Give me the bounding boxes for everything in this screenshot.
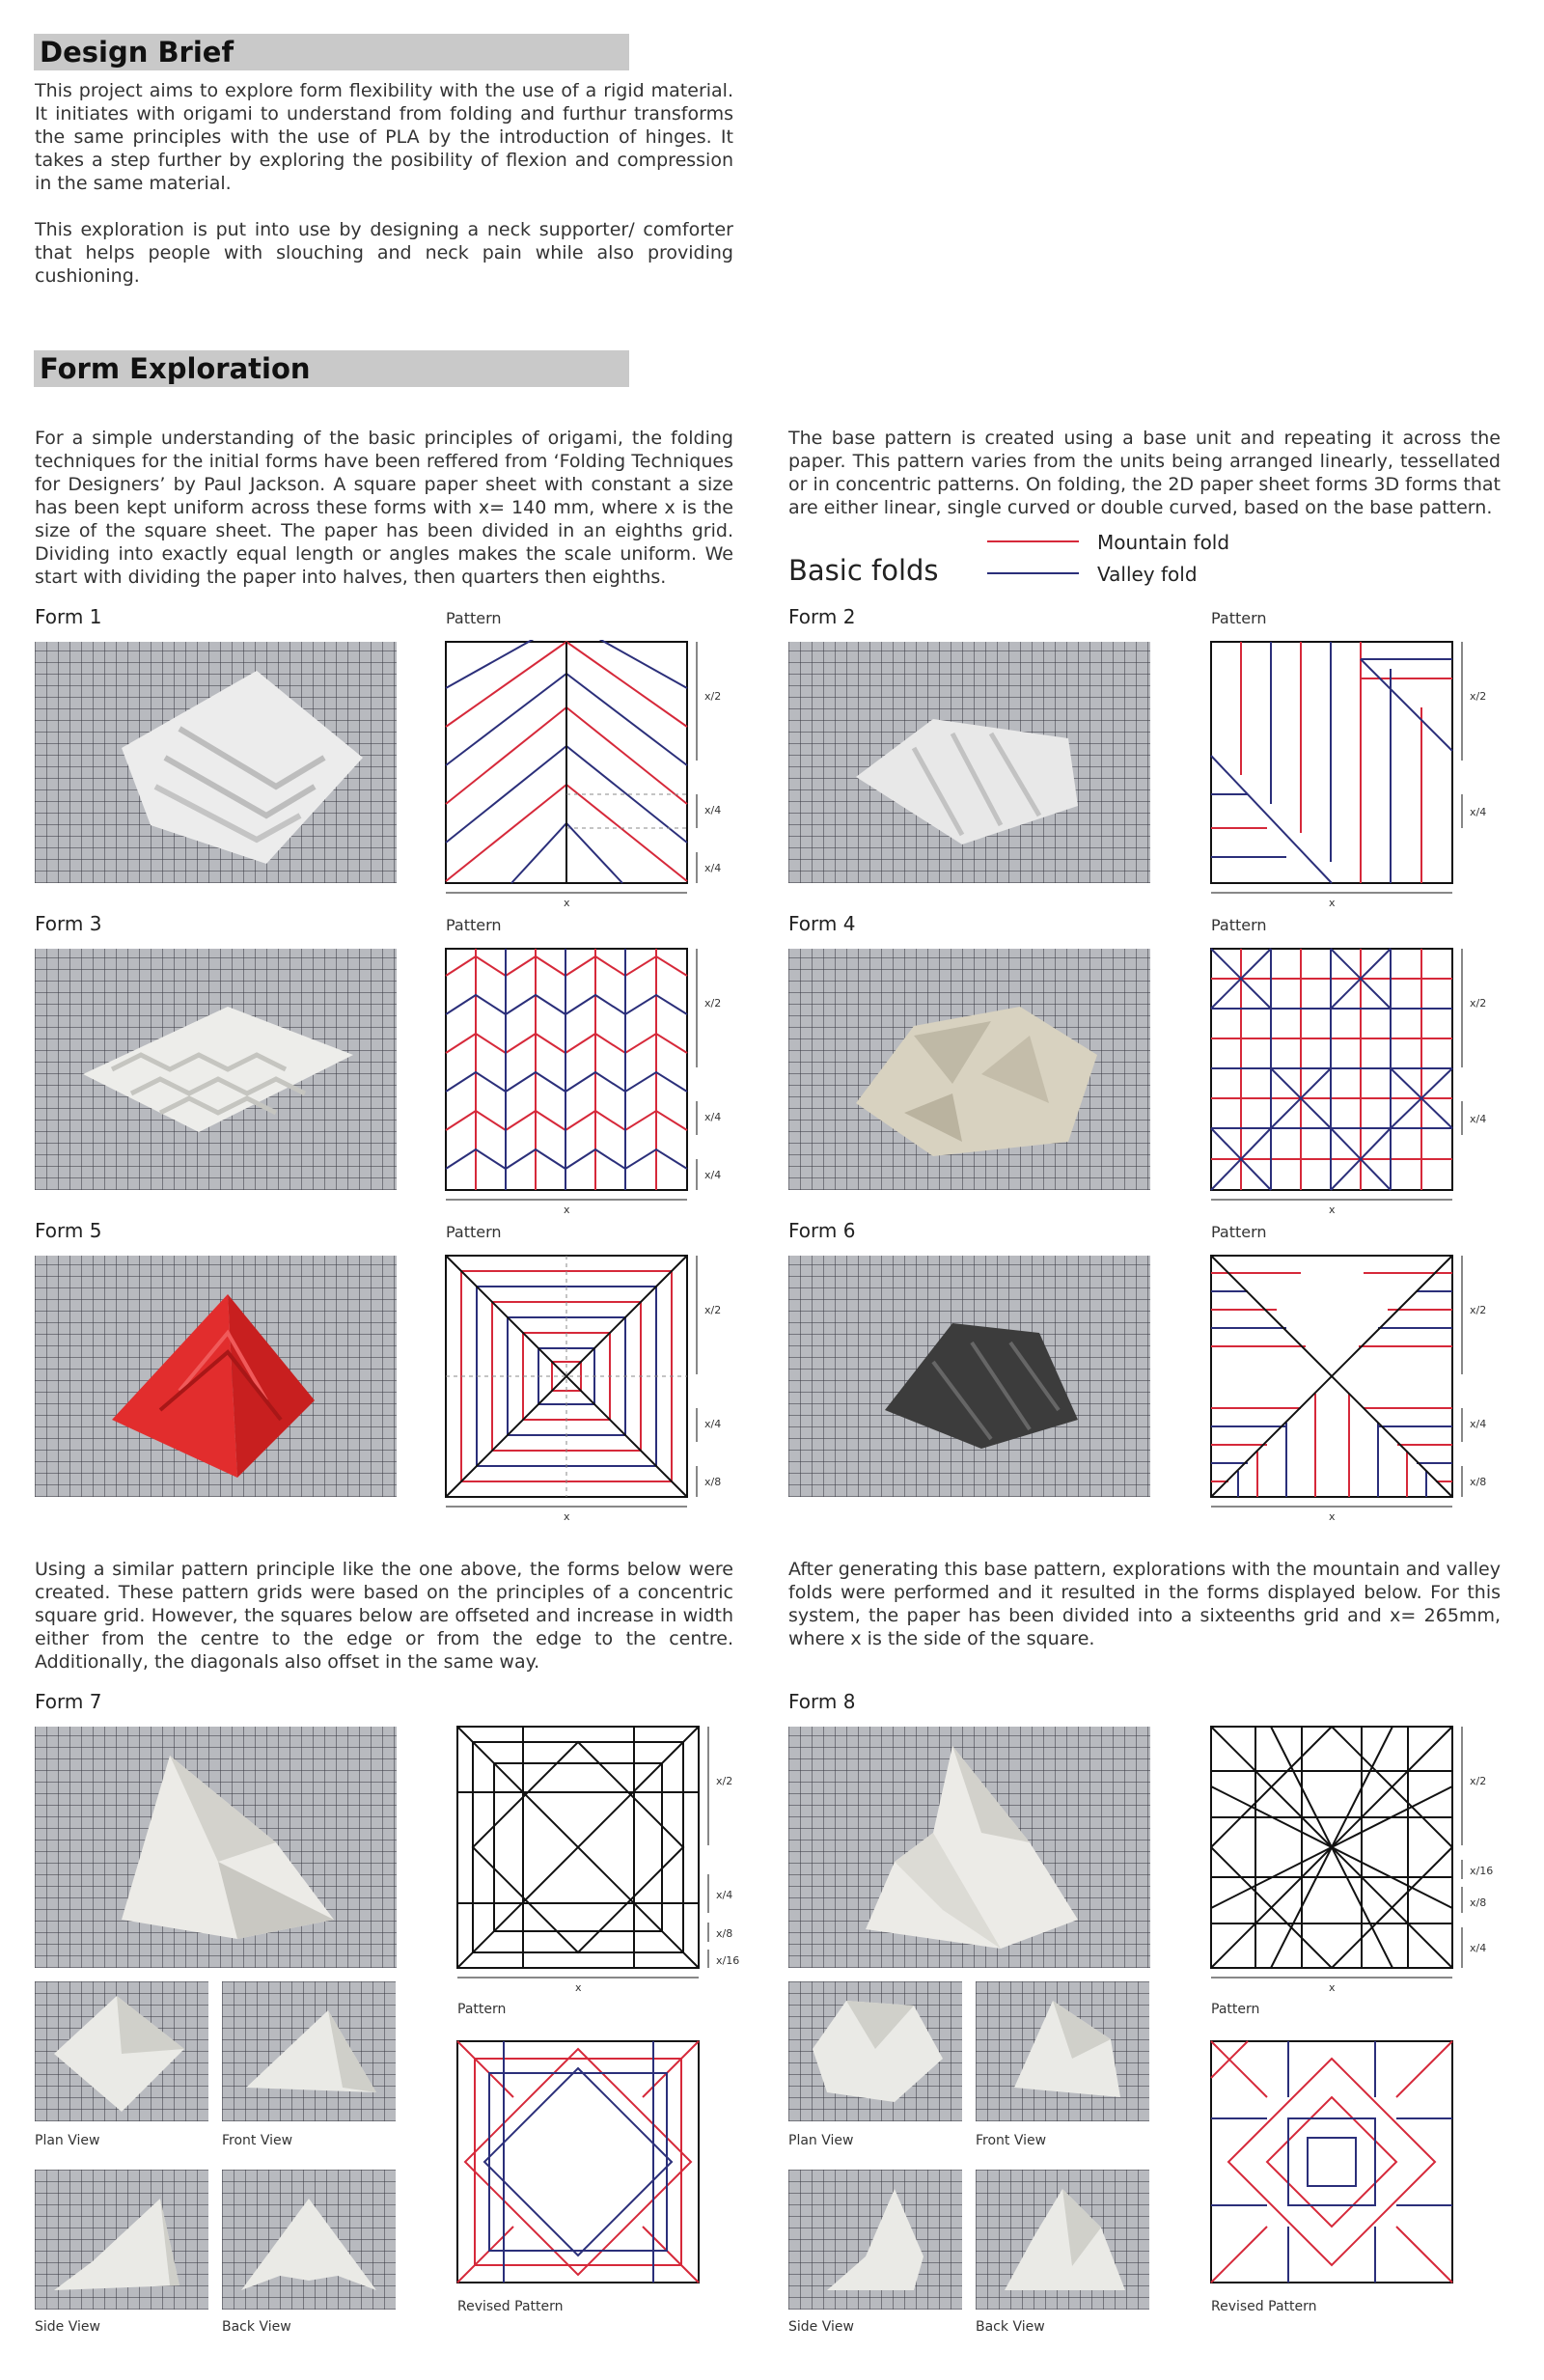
valley-fold-legend-line (987, 572, 1079, 574)
form-2-dim-half: x/2 (1470, 690, 1487, 703)
form-4-pattern-label: Pattern (1211, 916, 1267, 934)
form-8-back-view-label: Back View (976, 2319, 1045, 2335)
form-3-dim-quarter-2: x/4 (704, 1169, 722, 1181)
form-2-label: Form 2 (788, 605, 856, 628)
design-brief-title: Design Brief (40, 36, 234, 69)
basic-folds-heading: Basic folds (788, 554, 939, 587)
form-5-pattern-label: Pattern (446, 1223, 502, 1241)
form-8-dim-quarter: x/4 (1470, 1942, 1487, 1954)
form-3-pattern-label: Pattern (446, 916, 502, 934)
form-8-revised-pattern (1209, 2039, 1460, 2290)
form-1-pattern (444, 640, 733, 910)
exploration-right-mid: After generating this base pattern, explorations with the mountain and valley folds were performed and it resulted in the forms displayed below. For this system, the paper has been divided into a sixteenths grid and x= 265mm, where x is the side of the square. (788, 1559, 1501, 1649)
form-exploration-title: Form Exploration (40, 352, 311, 385)
form-8-pattern-caption: Pattern (1211, 2002, 1260, 2017)
exploration-right-intro: The base pattern is created using a base unit and repeating it across the paper. This pattern varies from the units being arranged linearly, tessellated or in concentric patterns. On folding, the 2D paper sheet forms 3D forms that are either linear, single curved or double curved, based on the base pattern. (788, 428, 1502, 518)
form-1-dim-quarter: x/4 (704, 804, 722, 816)
form-8-plan-view-label: Plan View (788, 2133, 854, 2148)
form-5-dim-eighth: x/8 (704, 1476, 722, 1488)
form-7-plan-view-photo (35, 1981, 208, 2121)
mountain-fold-legend-label: Mountain fold (1097, 531, 1230, 554)
form-2-dim-quarter: x/4 (1470, 806, 1487, 818)
form-1-dim-quarter-2: x/4 (704, 862, 722, 874)
form-3-photo (35, 949, 397, 1190)
form-7-pattern (455, 1725, 745, 1995)
form-8-front-view-photo (976, 1981, 1149, 2121)
form-exploration-header (34, 350, 629, 387)
form-6-dim-eighth: x/8 (1470, 1476, 1487, 1488)
form-4-pattern (1209, 947, 1499, 1217)
form-8-front-view-label: Front View (976, 2133, 1047, 2148)
valley-fold-legend-label: Valley fold (1097, 563, 1198, 586)
design-brief-header (34, 34, 629, 70)
form-7-revised-pattern-caption: Revised Pattern (457, 2299, 564, 2314)
form-8-pattern (1209, 1725, 1499, 1995)
form-4-dim-quarter: x/4 (1470, 1113, 1487, 1125)
form-8-plan-view-photo (788, 1981, 962, 2121)
form-7-front-view-photo (222, 1981, 396, 2121)
form-7-side-view-label: Side View (35, 2319, 100, 2335)
form-1-photo (35, 642, 397, 883)
exploration-left-intro: For a simple understanding of the basic principles of origami, the folding techniques for the initial forms have been reffered from ‘Folding Techniques for Designers’ by Paul Jackson. A square paper sheet with constant a size has been kept uniform across these forms with x= 140 mm, where x is the size of the square sheet. The paper has been divided in an eighths grid. Dividing into exactly equal length or angles makes the scale uniform. We start with dividing the paper into halves, then quarters then eighths. (35, 428, 733, 588)
form-6-dim-x: x (1329, 1510, 1336, 1523)
form-8-dim-sixteenth: x/16 (1470, 1865, 1494, 1877)
form-6-label: Form 6 (788, 1219, 856, 1242)
form-1-pattern-label: Pattern (446, 609, 502, 627)
form-4-dim-half: x/2 (1470, 997, 1487, 1010)
form-6-dim-half: x/2 (1470, 1304, 1487, 1316)
form-7-pattern-caption: Pattern (457, 2002, 507, 2017)
form-7-dim-eighth: x/8 (716, 1927, 733, 1940)
form-5-pattern (444, 1254, 733, 1524)
form-2-photo (788, 642, 1150, 883)
form-8-side-view-photo (788, 2170, 962, 2310)
form-5-dim-x: x (564, 1510, 570, 1523)
form-6-photo (788, 1256, 1150, 1497)
form-3-label: Form 3 (35, 912, 102, 935)
form-7-label: Form 7 (35, 1690, 102, 1713)
form-2-dim-x: x (1329, 897, 1336, 909)
form-3-dim-quarter: x/4 (704, 1111, 722, 1123)
form-7-front-view-label: Front View (222, 2133, 293, 2148)
form-2-pattern (1209, 640, 1499, 910)
form-8-side-view-label: Side View (788, 2319, 854, 2335)
form-6-dim-quarter: x/4 (1470, 1418, 1487, 1430)
form-8-dim-eighth: x/8 (1470, 1896, 1487, 1909)
mountain-fold-legend-line (987, 540, 1079, 542)
form-7-dim-quarter: x/4 (716, 1889, 733, 1901)
design-brief-paragraph-1: This project aims to explore form flexibility with the use of a rigid material. It initiates with origami to understand from folding and furthur transforms the same principles with the use of PLA by the introduction of hinges. It takes a step further by exploring the posibility of flexion and compression in the same material. (35, 80, 733, 194)
form-2-pattern-label: Pattern (1211, 609, 1267, 627)
form-7-dim-half: x/2 (716, 1775, 733, 1787)
form-7-back-view-photo (222, 2170, 396, 2310)
form-3-dim-x: x (564, 1204, 570, 1216)
form-1-dim-x: x (564, 897, 570, 909)
exploration-left-mid: Using a similar pattern principle like the one above, the forms below were created. These pattern grids were based on the principles of a concentric square grid. However, the squares below are offseted and increase in width either from the centre to the edge or from the edge to the centre. Additionally, the diagonals also offset in the same way. (35, 1559, 733, 1673)
form-3-pattern (444, 947, 733, 1217)
form-7-dim-x: x (575, 1981, 582, 1994)
form-1-label: Form 1 (35, 605, 102, 628)
form-4-label: Form 4 (788, 912, 856, 935)
form-5-dim-half: x/2 (704, 1304, 722, 1316)
form-6-pattern (1209, 1254, 1499, 1524)
form-5-label: Form 5 (35, 1219, 102, 1242)
form-8-main-photo (788, 1727, 1150, 1968)
form-7-back-view-label: Back View (222, 2319, 291, 2335)
form-7-plan-view-label: Plan View (35, 2133, 100, 2148)
form-7-dim-sixteenth: x/16 (716, 1954, 740, 1967)
form-6-pattern-label: Pattern (1211, 1223, 1267, 1241)
form-7-revised-pattern (455, 2039, 706, 2290)
form-8-dim-x: x (1329, 1981, 1336, 1994)
form-3-dim-half: x/2 (704, 997, 722, 1010)
form-4-dim-x: x (1329, 1204, 1336, 1216)
form-8-back-view-photo (976, 2170, 1149, 2310)
form-8-label: Form 8 (788, 1690, 856, 1713)
form-8-dim-half: x/2 (1470, 1775, 1487, 1787)
form-7-side-view-photo (35, 2170, 208, 2310)
form-8-revised-pattern-caption: Revised Pattern (1211, 2299, 1317, 2314)
design-brief-paragraph-2: This exploration is put into use by designing a neck supporter/ comforter that helps people with slouching and neck pain while also providing cushioning. (35, 219, 733, 287)
form-1-dim-half: x/2 (704, 690, 722, 703)
form-7-main-photo (35, 1727, 397, 1968)
form-5-dim-quarter: x/4 (704, 1418, 722, 1430)
form-4-photo (788, 949, 1150, 1190)
form-5-photo (35, 1256, 397, 1497)
